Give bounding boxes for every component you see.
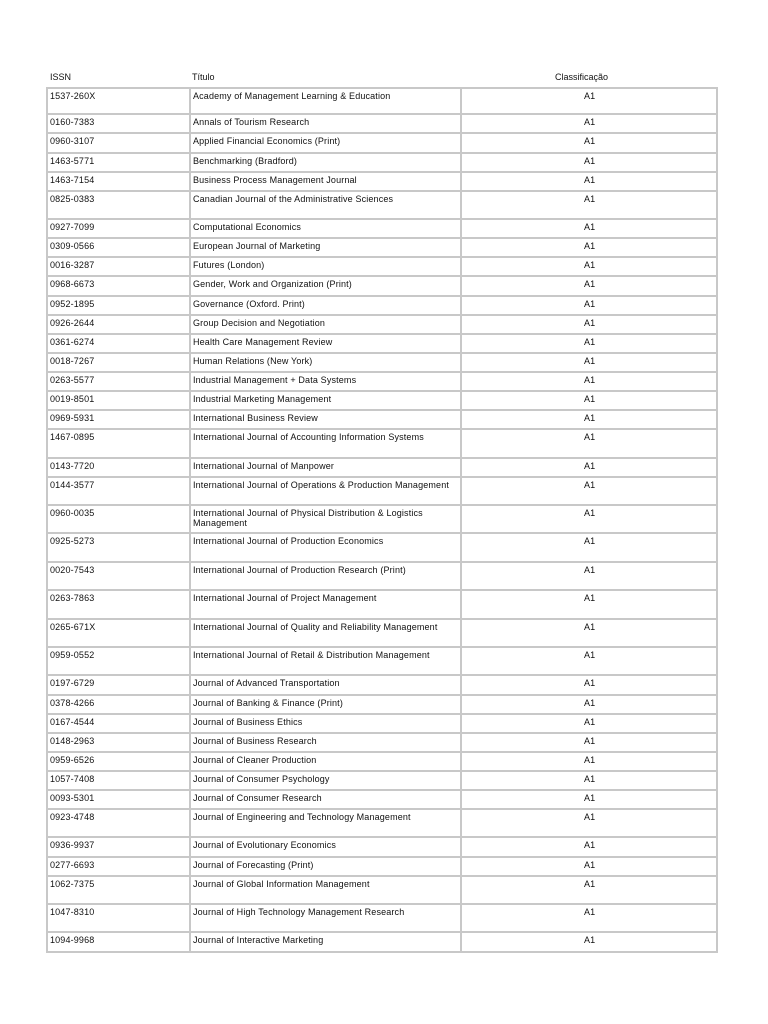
rating-cell: A1 [462, 154, 718, 173]
journal-table [46, 87, 718, 953]
title-cell: Journal of High Technology Management Research [191, 905, 462, 933]
title-cell: Journal of Consumer Psychology [191, 772, 462, 791]
issn-cell: 0148-2963 [46, 734, 191, 753]
rating-cell: A1 [462, 316, 718, 335]
rating-cell: A1 [462, 258, 718, 277]
rating-cell: A1 [462, 506, 718, 534]
table-row [46, 354, 718, 373]
issn-cell: 0926-2644 [46, 316, 191, 335]
table-row [46, 838, 718, 857]
title-cell: Journal of Engineering and Technology Management [191, 810, 462, 838]
title-cell: Group Decision and Negotiation [191, 316, 462, 335]
issn-cell: 1463-7154 [46, 173, 191, 192]
table-row [46, 696, 718, 715]
title-cell: International Journal of Physical Distribution & Logistics Management [191, 506, 462, 534]
issn-cell: 0936-9937 [46, 838, 191, 857]
title-cell: Journal of Cleaner Production [191, 753, 462, 772]
title-cell: Health Care Management Review [191, 335, 462, 354]
header-titulo: Título [192, 72, 215, 82]
table-row [46, 877, 718, 905]
rating-cell: A1 [462, 134, 718, 153]
issn-cell: 0016-3287 [46, 258, 191, 277]
issn-cell: 0019-8501 [46, 392, 191, 411]
table-row [46, 648, 718, 676]
title-cell: International Journal of Manpower [191, 459, 462, 478]
title-cell: Academy of Management Learning & Education [191, 87, 462, 115]
rating-cell: A1 [462, 297, 718, 316]
table-row [46, 392, 718, 411]
rating-cell: A1 [462, 905, 718, 933]
title-cell: International Business Review [191, 411, 462, 430]
title-cell: Applied Financial Economics (Print) [191, 134, 462, 153]
title-cell: International Journal of Quality and Reliability Management [191, 620, 462, 648]
table-row [46, 316, 718, 335]
rating-cell: A1 [462, 933, 718, 952]
rating-cell: A1 [462, 791, 718, 810]
title-cell: Journal of Advanced Transportation [191, 676, 462, 695]
table-row [46, 430, 718, 458]
table-row [46, 239, 718, 258]
rating-cell: A1 [462, 734, 718, 753]
rating-cell: A1 [462, 534, 718, 562]
table-row [46, 192, 718, 220]
title-cell: Human Relations (New York) [191, 354, 462, 373]
rating-cell: A1 [462, 858, 718, 877]
table-header [0, 72, 768, 86]
issn-cell: 0093-5301 [46, 791, 191, 810]
rating-cell: A1 [462, 648, 718, 676]
title-cell: Journal of Business Research [191, 734, 462, 753]
title-cell: Journal of Evolutionary Economics [191, 838, 462, 857]
issn-cell: 0969-5931 [46, 411, 191, 430]
title-cell: Business Process Management Journal [191, 173, 462, 192]
issn-cell: 0927-7099 [46, 220, 191, 239]
table-row [46, 791, 718, 810]
table-row [46, 411, 718, 430]
title-cell: Industrial Management + Data Systems [191, 373, 462, 392]
rating-cell: A1 [462, 620, 718, 648]
issn-cell: 0952-1895 [46, 297, 191, 316]
issn-cell: 0309-0566 [46, 239, 191, 258]
table-row [46, 534, 718, 562]
title-cell: Canadian Journal of the Administrative Sciences [191, 192, 462, 220]
table-row [46, 277, 718, 296]
table-row [46, 154, 718, 173]
journal-table-body [46, 87, 718, 953]
rating-cell: A1 [462, 115, 718, 134]
table-row [46, 772, 718, 791]
title-cell: Computational Economics [191, 220, 462, 239]
table-row [46, 478, 718, 506]
title-cell: International Journal of Operations & Production Management [191, 478, 462, 506]
issn-cell: 1062-7375 [46, 877, 191, 905]
table-row [46, 297, 718, 316]
title-cell: Journal of Business Ethics [191, 715, 462, 734]
title-cell: European Journal of Marketing [191, 239, 462, 258]
rating-cell: A1 [462, 173, 718, 192]
issn-cell: 0018-7267 [46, 354, 191, 373]
header-issn: ISSN [50, 72, 72, 82]
table-row [46, 933, 718, 952]
table-row [46, 715, 718, 734]
table-row [46, 459, 718, 478]
rating-cell: A1 [462, 563, 718, 591]
issn-cell: 0925-5273 [46, 534, 191, 562]
issn-cell: 0959-6526 [46, 753, 191, 772]
table-row [46, 734, 718, 753]
rating-cell: A1 [462, 192, 718, 220]
issn-cell: 0263-5577 [46, 373, 191, 392]
title-cell: Gender, Work and Organization (Print) [191, 277, 462, 296]
issn-cell: 0959-0552 [46, 648, 191, 676]
title-cell: Futures (London) [191, 258, 462, 277]
rating-cell: A1 [462, 430, 718, 458]
issn-cell: 0960-0035 [46, 506, 191, 534]
title-cell: Journal of Consumer Research [191, 791, 462, 810]
table-row [46, 258, 718, 277]
issn-cell: 1057-7408 [46, 772, 191, 791]
table-row [46, 620, 718, 648]
issn-cell: 0960-3107 [46, 134, 191, 153]
issn-cell: 0144-3577 [46, 478, 191, 506]
issn-cell: 0361-6274 [46, 335, 191, 354]
title-cell: Annals of Tourism Research [191, 115, 462, 134]
title-cell: International Journal of Production Economics [191, 534, 462, 562]
issn-cell: 0263-7863 [46, 591, 191, 619]
rating-cell: A1 [462, 411, 718, 430]
table-row [46, 506, 718, 534]
issn-cell: 1467-0895 [46, 430, 191, 458]
table-row [46, 373, 718, 392]
issn-cell: 0825-0383 [46, 192, 191, 220]
rating-cell: A1 [462, 239, 718, 258]
issn-cell: 0277-6693 [46, 858, 191, 877]
table-row [46, 173, 718, 192]
rating-cell: A1 [462, 277, 718, 296]
issn-cell: 0020-7543 [46, 563, 191, 591]
table-row [46, 591, 718, 619]
header-classificacao: Classificação [555, 72, 609, 82]
table-row [46, 676, 718, 695]
title-cell: International Journal of Production Research (Print) [191, 563, 462, 591]
issn-cell: 0923-4748 [46, 810, 191, 838]
rating-cell: A1 [462, 753, 718, 772]
table-row [46, 905, 718, 933]
title-cell: International Journal of Accounting Information Systems [191, 430, 462, 458]
table-row [46, 87, 718, 115]
rating-cell: A1 [462, 478, 718, 506]
issn-cell: 1463-5771 [46, 154, 191, 173]
table-row [46, 858, 718, 877]
title-cell: Journal of Global Information Management [191, 877, 462, 905]
title-cell: Journal of Interactive Marketing [191, 933, 462, 952]
title-cell: Industrial Marketing Management [191, 392, 462, 411]
issn-cell: 0167-4544 [46, 715, 191, 734]
rating-cell: A1 [462, 877, 718, 905]
issn-cell: 0378-4266 [46, 696, 191, 715]
rating-cell: A1 [462, 810, 718, 838]
table-row [46, 563, 718, 591]
issn-cell: 0968-6673 [46, 277, 191, 296]
title-cell: International Journal of Retail & Distribution Management [191, 648, 462, 676]
title-cell: Journal of Forecasting (Print) [191, 858, 462, 877]
rating-cell: A1 [462, 591, 718, 619]
rating-cell: A1 [462, 392, 718, 411]
rating-cell: A1 [462, 772, 718, 791]
rating-cell: A1 [462, 373, 718, 392]
rating-cell: A1 [462, 696, 718, 715]
issn-cell: 0143-7720 [46, 459, 191, 478]
rating-cell: A1 [462, 715, 718, 734]
rating-cell: A1 [462, 459, 718, 478]
rating-cell: A1 [462, 87, 718, 115]
table-row [46, 335, 718, 354]
table-row [46, 115, 718, 134]
rating-cell: A1 [462, 838, 718, 857]
rating-cell: A1 [462, 220, 718, 239]
issn-cell: 1537-260X [46, 87, 191, 115]
title-cell: Benchmarking (Bradford) [191, 154, 462, 173]
issn-cell: 1047-8310 [46, 905, 191, 933]
table-row [46, 134, 718, 153]
title-cell: Journal of Banking & Finance (Print) [191, 696, 462, 715]
table-row [46, 220, 718, 239]
issn-cell: 0160-7383 [46, 115, 191, 134]
rating-cell: A1 [462, 676, 718, 695]
issn-cell: 0197-6729 [46, 676, 191, 695]
table-row [46, 753, 718, 772]
rating-cell: A1 [462, 335, 718, 354]
issn-cell: 0265-671X [46, 620, 191, 648]
title-cell: Governance (Oxford. Print) [191, 297, 462, 316]
rating-cell: A1 [462, 354, 718, 373]
table-row [46, 810, 718, 838]
issn-cell: 1094-9968 [46, 933, 191, 952]
title-cell: International Journal of Project Management [191, 591, 462, 619]
